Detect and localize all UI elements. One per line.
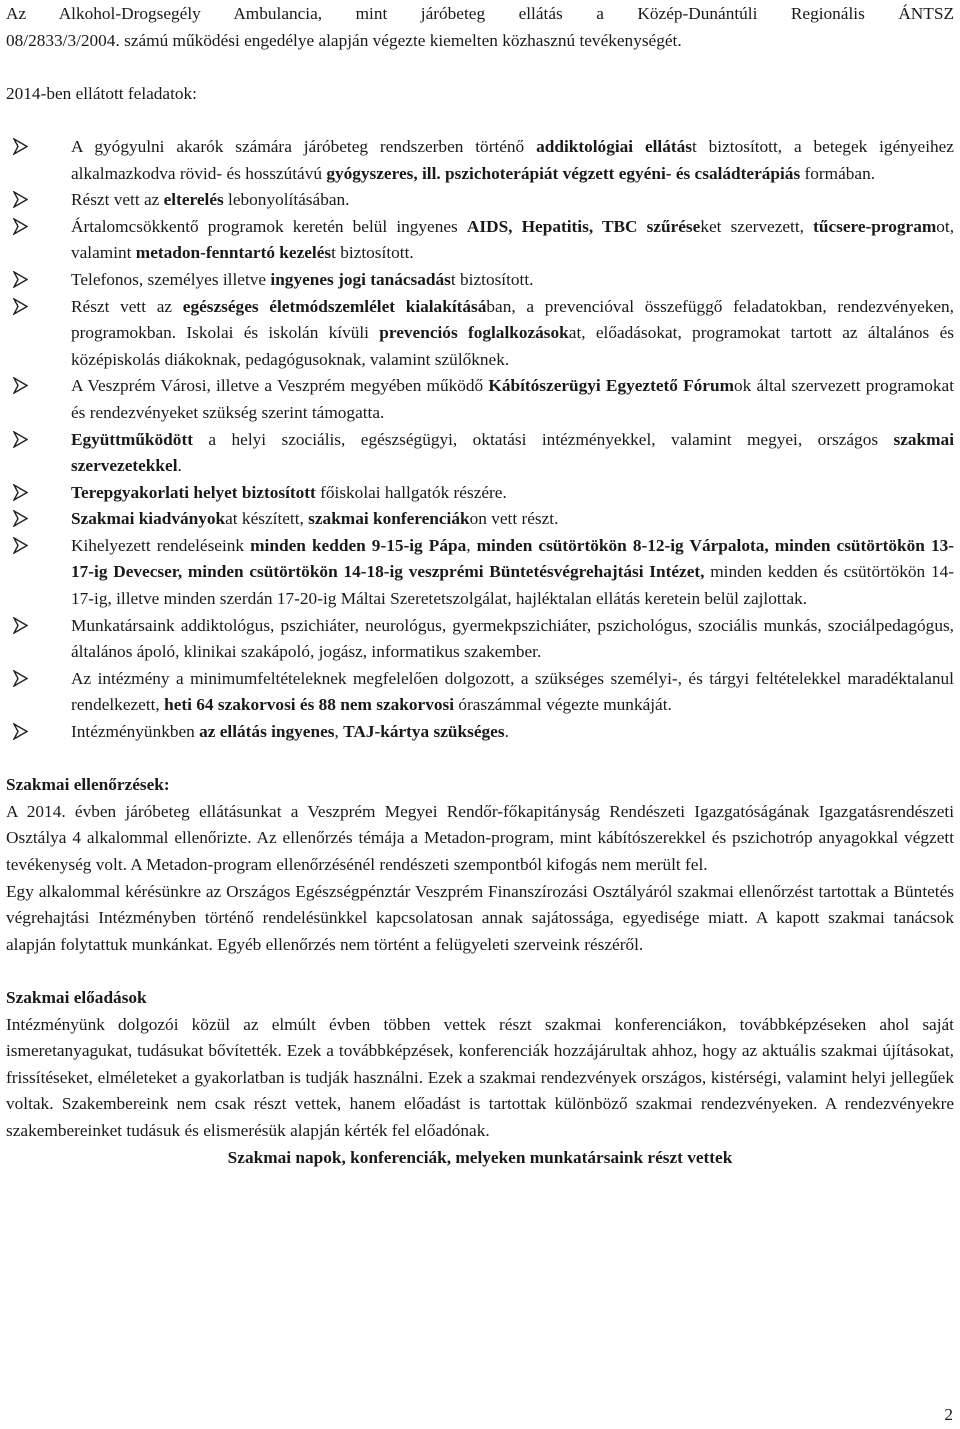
arrowhead-bullet-icon — [13, 723, 28, 740]
arrowhead-bullet-icon — [13, 510, 28, 527]
list-item: Az intézmény a minimumfeltételeknek megfelelően dolgozott, a szükséges személyi-, és tárgyi feltételekkel maradéktalanul rendelkezett, heti 64 szakorvosi és 88 nem szakorvosi óraszámmal végezte munkáját. — [6, 666, 954, 719]
tasks-list — [6, 134, 954, 746]
list-item: Intézményünkben az ellátás ingyenes, TAJ-kártya szükséges. — [6, 719, 954, 746]
arrowhead-bullet-icon — [13, 537, 28, 554]
lectures-subheading: Szakmai napok, konferenciák, melyeken munkatársaink részt vettek — [227, 1147, 733, 1167]
arrowhead-bullet-icon — [13, 670, 28, 687]
lectures-paragraph: Intézményünk dolgozói közül az elmúlt évben többen vettek részt szakmai konferenciákon, továbbképzéseken ahol saját ismeretanyagukat, tudásukat bővítették. Ezek a továbbképzések, konferenciák hozzájárultak ahhoz, hogy az aktuális szakmai újításokat, frissítéseket, elméleteket a gyakorlatban is tudják használni. Ezek a szakmai rendezvények országos, kistérségi, valamint helyi jellegűek voltak. Szakembereink nem csak részt vettek, hanem előadást is tartottak különböző szakmai rendezvényeken. A rendezvényekre szakembereinket tudásuk és elismerésük alapján kérték fel előadónak. — [6, 1014, 954, 1140]
arrowhead-bullet-icon — [13, 617, 28, 634]
page-number: 2 — [944, 1405, 953, 1424]
list-item: Szakmai kiadványokat készített, szakmai konferenciákon vett részt. — [6, 506, 954, 533]
list-item: Telefonos, személyes illetve ingyenes jogi tanácsadást biztosított. — [6, 267, 954, 294]
list-item: Munkatársaink addiktológus, pszichiáter, neurológus, gyermekpszichiáter, pszichológus, szociális munkás, szociálpedagógus, általános ápoló, klinikai szakápoló, jogász, informatikus szakember. — [6, 613, 954, 666]
list-item: A Veszprém Városi, illetve a Veszprém megyében működő Kábítószerügyi Egyeztető Fórumok által szervezett programokat és rendezvényeket szükség szerint támogatta. — [6, 373, 954, 426]
intro-line-2: 08/2833/3/2004. számú működési engedélye alapján végezte kiemelten közhasznú tevékenységét. — [6, 30, 682, 50]
arrowhead-bullet-icon — [13, 218, 28, 235]
list-item: Részt vett az elterelés lebonyolításában. — [6, 187, 954, 214]
list-item: Együttműködött a helyi szociális, egészségügyi, oktatási intézményekkel, valamint megyei, országos szakmai szervezetekkel. — [6, 427, 954, 480]
arrowhead-bullet-icon — [13, 191, 28, 208]
inspections-paragraph-1: A 2014. évben járóbeteg ellátásunkat a Veszprém Megyei Rendőr-főkapitányság Rendészeti Igazgatóságának Igazgatásrendészeti Osztálya 4 alkalommal ellenőrizte. Az ellenőrzés témája a Metadon-program, mint kábítószerekkel és pszichotróp anyagokkal végzett tevékenység volt. A Metadon-program ellenőrzésénél rendészeti szempontból kifogás nem merült fel. — [6, 801, 954, 874]
tasks-heading: 2014-ben ellátott feladatok: — [6, 83, 197, 103]
inspections-heading: Szakmai ellenőrzések: — [6, 775, 170, 795]
arrowhead-bullet-icon — [13, 298, 28, 315]
list-item: Kihelyezett rendeléseink minden kedden 9-15-ig Pápa, minden csütörtökön 8-12-ig Várpalota, minden csütörtökön 13-17-ig Devecser, minden csütörtökön 14-18-ig veszprémi Büntetésvégrehajtási Intézet, minden kedden és csütörtökön 14-17-ig, illetve minden szerdán 17-20-ig Máltai Szeretetszolgálat, hajléktalan ellátás keretein belül zajlottak. — [6, 533, 954, 613]
arrowhead-bullet-icon — [13, 484, 28, 501]
list-item: Részt vett az egészséges életmódszemlélet kialakításában, a prevencióval összefüggő feladatokban, rendezvényeken, programokban. Iskolai és iskolán kívüli prevenciós foglalkozásokat, előadásokat, programokat tartott az általános és középiskolás diákoknak, pedagógusoknak, valamint szülőknek. — [6, 294, 954, 374]
list-item: Ártalomcsökkentő programok keretén belül ingyenes AIDS, Hepatitis, TBC szűréseket szervezett, tűcsere-programot, valamint metadon-fenntartó kezelést biztosított. — [6, 214, 954, 267]
intro-line-1: Az Alkohol-Drogsegély Ambulancia, mint járóbeteg ellátás a Közép-Dunántúli Regionális ÁNTSZ — [6, 4, 954, 23]
list-item: Terepgyakorlati helyet biztosított főiskolai hallgatók részére. — [6, 480, 954, 507]
arrowhead-bullet-icon — [13, 138, 28, 155]
arrowhead-bullet-icon — [13, 271, 28, 288]
inspections-paragraph-2: Egy alkalommal kérésünkre az Országos Egészségpénztár Veszprém Finanszírozási Osztályáról szakmai ellenőrzést tartottak a Büntetés végrehajtási Intézményben történő rendelésünkkel kapcsolatosan annak sajátossága, egyedisége miatt. A kapott szakmai tanácsok alapján folytattuk munkánkat. Egyéb ellenőrzés nem történt a felügyeleti szerveink részéről. — [6, 881, 954, 954]
arrowhead-bullet-icon — [13, 431, 28, 448]
arrowhead-bullet-icon — [13, 377, 28, 394]
list-item: A gyógyulni akarók számára járóbeteg rendszerben történő addiktológiai ellátást biztosított, a betegek igényeihez alkalmazkodva rövid- és hosszútávú gyógyszeres, ill. pszichoterápiát végzett egyéni- és családterápiás formában. — [6, 134, 954, 187]
lectures-heading: Szakmai előadások — [6, 987, 147, 1007]
